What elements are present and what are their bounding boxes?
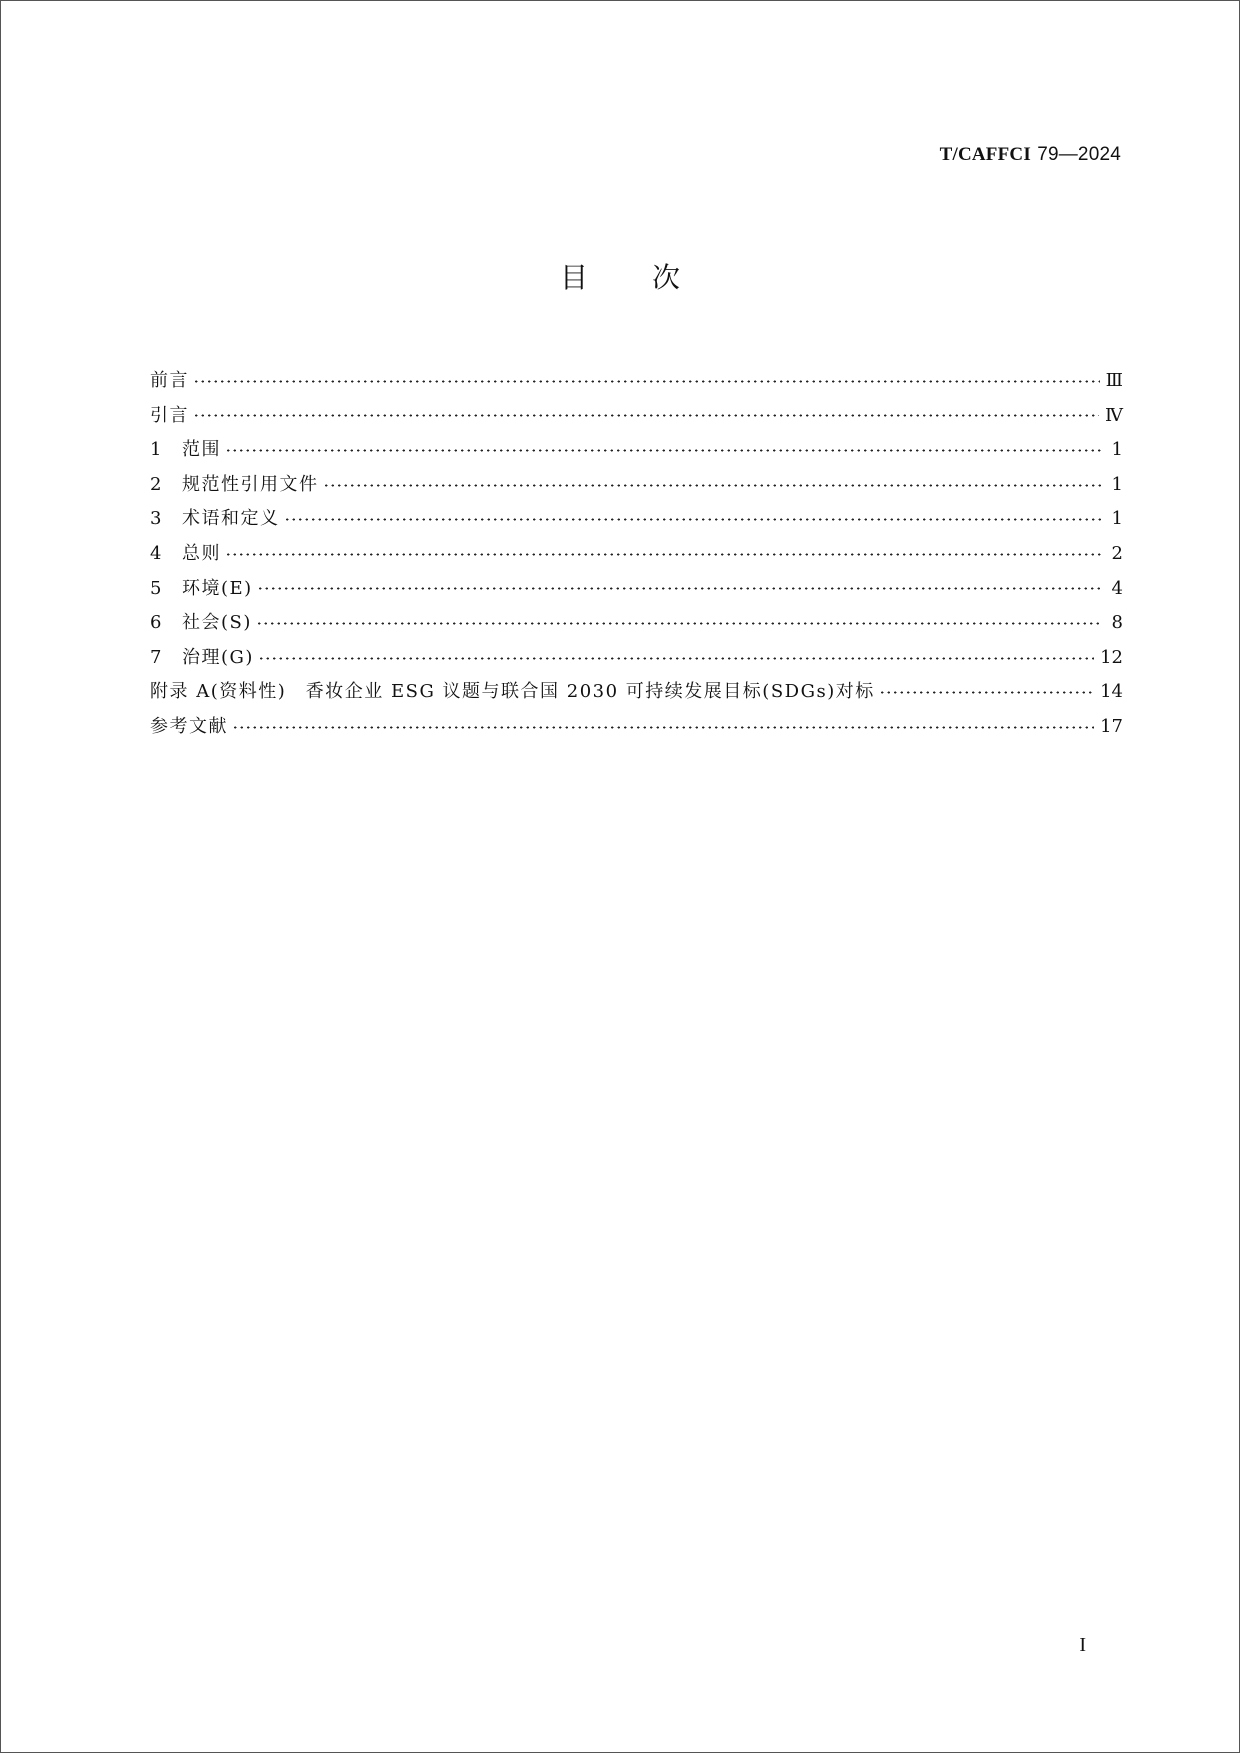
toc-dot-leader [323,484,1104,487]
toc-entry[interactable] [150,675,1123,710]
toc-entry[interactable] [150,606,1123,641]
toc-entry-number: 5 [150,577,162,599]
toc-entry-label: 总则 [182,542,221,564]
standard-number: 79—2024 [1037,144,1121,165]
toc-entry-page: Ⅳ [1105,404,1123,426]
toc-entry-page: 17 [1100,715,1123,737]
toc-dot-leader [193,414,1099,417]
toc-entry-label: 环境(E) [182,577,253,599]
toc-entry-label: 参考文献 [150,715,228,737]
toc-entry[interactable] [150,399,1123,434]
standard-code [940,143,1121,166]
toc-dot-leader [258,657,1094,660]
toc-dot-leader [225,553,1103,556]
toc-entry-label: 前言 [150,370,189,391]
toc-entry[interactable] [150,537,1123,572]
toc-dot-leader [225,449,1103,452]
toc-entry[interactable] [150,433,1123,468]
toc-entry-number: 1 [150,439,162,461]
toc-entry-number: 6 [150,612,162,634]
toc-entry[interactable] [150,710,1123,745]
toc-entry-label: 社会(S) [182,612,252,634]
toc-dot-leader [879,691,1094,694]
toc-list [150,364,1123,745]
toc-entry[interactable] [150,572,1123,607]
toc-dot-leader [257,587,1103,590]
toc-entry[interactable] [150,364,1123,399]
toc-entry-page: 12 [1100,646,1123,668]
toc-entry-label: 规范性引用文件 [182,473,319,495]
toc-entry-label: 治理(G) [182,646,254,668]
page-number: I [1079,1634,1086,1656]
toc-entry[interactable] [150,468,1123,503]
toc-entry-page: 1 [1111,473,1123,495]
toc-dot-leader [193,380,1100,383]
toc-entry-number: 4 [150,542,162,564]
toc-entry-label: 附录 A(资料性) 香妆企业 ESG 议题与联合国 2030 可持续发展目标(SDGs)对标 [150,681,875,703]
toc-entry-label: 引言 [150,404,189,426]
toc-entry-page: 1 [1111,508,1123,530]
toc-entry-number: 2 [150,473,162,495]
toc-dot-leader [232,726,1094,729]
toc-title: 目次 [559,261,744,294]
toc-entry-number: 7 [150,646,162,668]
toc-entry-number: 3 [150,508,162,530]
toc-entry-page: Ⅲ [1105,370,1123,391]
toc-entry-page: 8 [1111,612,1123,634]
toc-entry[interactable] [150,641,1123,676]
toc-entry-page: 2 [1111,542,1123,564]
toc-dot-leader [284,518,1104,521]
toc-entry[interactable] [150,502,1123,537]
toc-entry-label: 术语和定义 [182,508,280,530]
toc-entry-page: 4 [1111,577,1123,599]
toc-entry-label: 范围 [182,439,221,461]
toc-entry-page: 14 [1100,681,1123,703]
standard-org: T/CAFFCI [939,144,1031,165]
toc-dot-leader [256,622,1103,625]
toc-entry-page: 1 [1111,439,1123,461]
